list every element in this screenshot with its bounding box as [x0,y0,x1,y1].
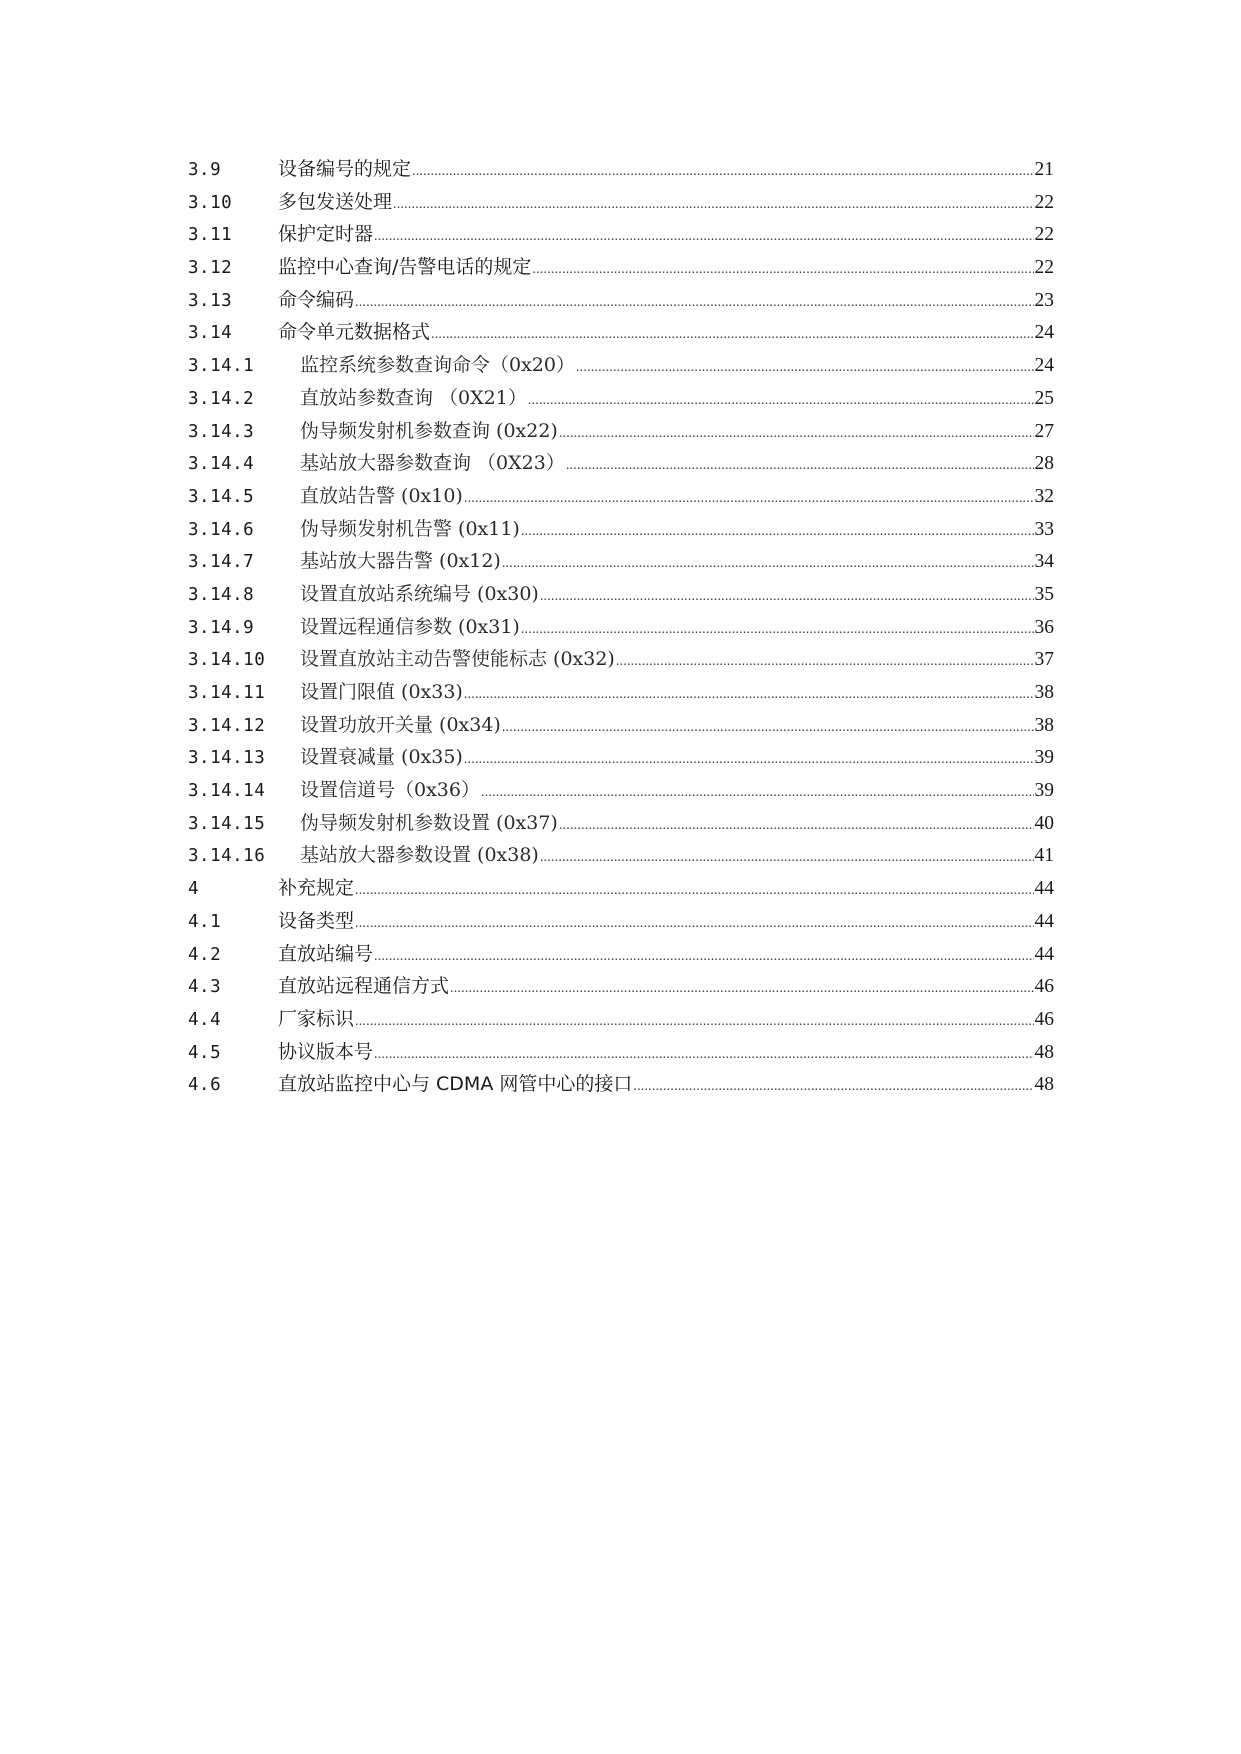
toc-entry-page-number: 44 [1034,910,1054,932]
toc-entry-title: 设置直放站系统编号 (0x30) [300,582,539,605]
toc-entry[interactable] [188,643,1054,676]
toc-entry-page-number: 46 [1034,976,1054,998]
toc-entry-title: 监控中心查询/告警电话的规定 [278,256,532,279]
toc-entry-title: 厂家标识 [278,1007,355,1030]
toc-dot-leader [355,908,1033,941]
toc-entry-number: 3.14.13 [188,748,266,769]
toc-entry-title: 直放站编号 [278,942,374,965]
toc-dot-leader [431,319,1033,352]
toc-entry-page-number: 39 [1034,747,1054,769]
toc-entry-number: 3.14.12 [188,715,266,736]
toc-dot-leader [633,1071,1033,1104]
toc-entry-page-number: 27 [1034,420,1054,442]
toc-entry-page-number: 22 [1034,191,1054,213]
toc-entry[interactable] [188,545,1054,578]
toc-entry-page-number: 36 [1034,616,1054,638]
toc-entry[interactable] [188,284,1054,317]
toc-entry-number: 3.14.4 [188,454,255,475]
toc-entry-title: 设置门限值 (0x33) [300,681,463,703]
toc-entry-title: 监控系统参数查询命令（0x20） [300,354,575,377]
toc-entry-number: 3.14.15 [188,813,266,834]
toc-entry-title: 伪导频发射机参数查询 (0x22) [300,419,558,442]
toc-entry[interactable] [188,839,1054,872]
toc-dot-leader [355,1006,1033,1039]
toc-entry-title: 设备类型 [278,909,355,932]
toc-dot-leader [412,156,1033,189]
toc-entry-number: 4.1 [188,911,222,932]
toc-entry-page-number: 28 [1034,453,1054,475]
toc-entry-number: 3.14.9 [188,617,255,638]
toc-entry-title: 伪导频发射机告警 (0x11) [300,517,520,540]
toc-entry-title: 设置远程通信参数 (0x31) [300,615,520,638]
toc-entry-number: 3.11 [188,225,233,246]
toc-entry-page-number: 38 [1034,714,1054,736]
toc-entry-title: 基站放大器参数查询 （0X23） [300,452,565,475]
toc-entry-page-number: 46 [1034,1008,1054,1030]
toc-entry-number: 4.5 [188,1042,222,1063]
toc-dot-leader [616,646,1034,679]
toc-entry-number: 4.3 [188,977,222,998]
toc-entry-title: 伪导频发射机参数设置 (0x37) [300,811,558,834]
toc-entry[interactable] [188,1068,1054,1101]
toc-dot-leader [481,777,1034,810]
toc-entry-number: 3.14.1 [188,356,255,377]
toc-dot-leader [540,581,1034,614]
toc-entry-page-number: 37 [1034,649,1054,671]
toc-entry-page-number: 24 [1034,355,1054,377]
toc-dot-leader [374,1039,1033,1072]
toc-dot-leader [393,189,1033,222]
toc-entry-page-number: 32 [1034,485,1054,507]
toc-dot-leader [450,973,1033,1006]
toc-entry[interactable] [188,611,1054,644]
toc-entry[interactable] [188,447,1054,480]
table-of-contents [188,153,1054,1101]
toc-entry-number: 4.2 [188,944,222,965]
toc-entry-number: 3.14.2 [188,388,255,409]
toc-entry[interactable] [188,316,1054,349]
toc-entry[interactable] [188,153,1054,186]
toc-entry-title: 设置直放站主动告警使能标志 (0x32) [300,648,615,671]
toc-entry-page-number: 48 [1034,1074,1054,1096]
toc-entry[interactable] [188,218,1054,251]
toc-entry[interactable] [188,382,1054,415]
toc-dot-leader [528,385,1034,418]
toc-entry[interactable] [188,251,1054,284]
toc-entry-page-number: 40 [1034,812,1054,834]
toc-entry-number: 3.13 [188,290,233,311]
toc-entry-title: 保护定时器 [278,223,374,246]
toc-entry[interactable] [188,774,1054,807]
toc-entry-page-number: 44 [1034,878,1054,900]
toc-entry-number: 3.14.8 [188,584,255,605]
toc-entry-page-number: 38 [1034,682,1054,703]
toc-entry-number: 3.10 [188,192,233,213]
toc-entry-page-number: 22 [1034,224,1054,246]
toc-dot-leader [521,614,1034,647]
toc-dot-leader [355,875,1033,908]
toc-dot-leader [464,744,1034,777]
toc-entry[interactable] [188,872,1054,905]
toc-entry[interactable] [188,905,1054,938]
toc-entry-title: 协议版本号 [278,1040,374,1063]
toc-dot-leader [464,679,1034,712]
toc-dot-leader [355,287,1033,320]
toc-entry[interactable] [188,480,1054,513]
toc-entry[interactable] [188,1003,1054,1036]
toc-entry-number: 3.14.5 [188,486,255,507]
toc-entry-title: 直放站监控中心与 CDMA 网管中心的接口 [278,1073,633,1096]
toc-entry[interactable] [188,676,1054,709]
toc-entry[interactable] [188,186,1054,219]
toc-entry[interactable] [188,709,1054,742]
toc-entry-number: 3.14.11 [188,683,266,703]
toc-entry-page-number: 21 [1034,159,1054,180]
toc-entry-number: 3.12 [188,258,233,279]
toc-entry-number: 4.4 [188,1009,222,1030]
toc-entry-page-number: 35 [1034,583,1054,605]
toc-entry-number: 3.14.3 [188,421,255,442]
toc-entry-title: 直放站告警 (0x10) [300,484,463,507]
toc-dot-leader [502,712,1034,745]
toc-dot-leader [374,221,1033,254]
toc-entry-page-number: 23 [1034,289,1054,311]
toc-dot-leader [521,516,1034,549]
toc-entry-title: 设置衰减量 (0x35) [300,746,463,769]
toc-entry-title: 多包发送处理 [278,190,393,213]
toc-entry-title: 命令编码 [278,288,355,311]
toc-entry[interactable] [188,578,1054,611]
toc-entry-title: 设置信道号（0x36） [300,779,480,802]
toc-entry-number: 4.6 [188,1075,222,1096]
toc-entry-page-number: 25 [1034,387,1054,409]
toc-dot-leader [566,450,1034,483]
toc-entry[interactable] [188,938,1054,971]
toc-entry-title: 设备编号的规定 [278,158,412,180]
toc-entry-page-number: 39 [1034,780,1054,802]
toc-entry-number: 3.14.7 [188,552,255,573]
toc-entry-title: 基站放大器告警 (0x12) [300,550,501,573]
toc-dot-leader [559,418,1034,451]
toc-entry[interactable] [188,741,1054,774]
toc-entry-page-number: 41 [1034,845,1054,867]
toc-entry[interactable] [188,415,1054,448]
toc-entry-number: 3.14.14 [188,781,266,802]
toc-entry[interactable] [188,807,1054,840]
toc-entry-page-number: 44 [1034,943,1054,965]
toc-entry[interactable] [188,970,1054,1003]
toc-entry-title: 基站放大器参数设置 (0x38) [300,844,539,867]
toc-entry-title: 设置功放开关量 (0x34) [300,713,501,736]
toc-dot-leader [576,352,1034,385]
toc-dot-leader [464,483,1034,516]
toc-entry[interactable] [188,513,1054,546]
toc-dot-leader [540,842,1034,875]
toc-entry[interactable] [188,1036,1054,1069]
toc-entry-title: 命令单元数据格式 [278,321,431,344]
toc-entry-title: 直放站参数查询 （0X21） [300,386,527,409]
toc-entry-page-number: 22 [1034,257,1054,279]
toc-entry-number: 3.9 [188,160,222,180]
toc-entry-page-number: 34 [1034,551,1054,573]
toc-entry[interactable] [188,349,1054,382]
toc-dot-leader [559,810,1034,843]
toc-entry-page-number: 33 [1034,518,1054,540]
toc-entry-number: 3.14.16 [188,846,266,867]
toc-dot-leader [374,941,1033,974]
toc-dot-leader [502,548,1034,581]
toc-entry-number: 3.14 [188,323,233,344]
toc-entry-number: 4 [188,879,200,900]
toc-dot-leader [532,254,1033,287]
toc-entry-page-number: 24 [1034,322,1054,344]
toc-entry-number: 3.14.10 [188,650,266,671]
toc-entry-title: 补充规定 [278,877,355,900]
toc-entry-title: 直放站远程通信方式 [278,975,450,998]
toc-entry-page-number: 48 [1034,1041,1054,1063]
toc-entry-number: 3.14.6 [188,519,255,540]
